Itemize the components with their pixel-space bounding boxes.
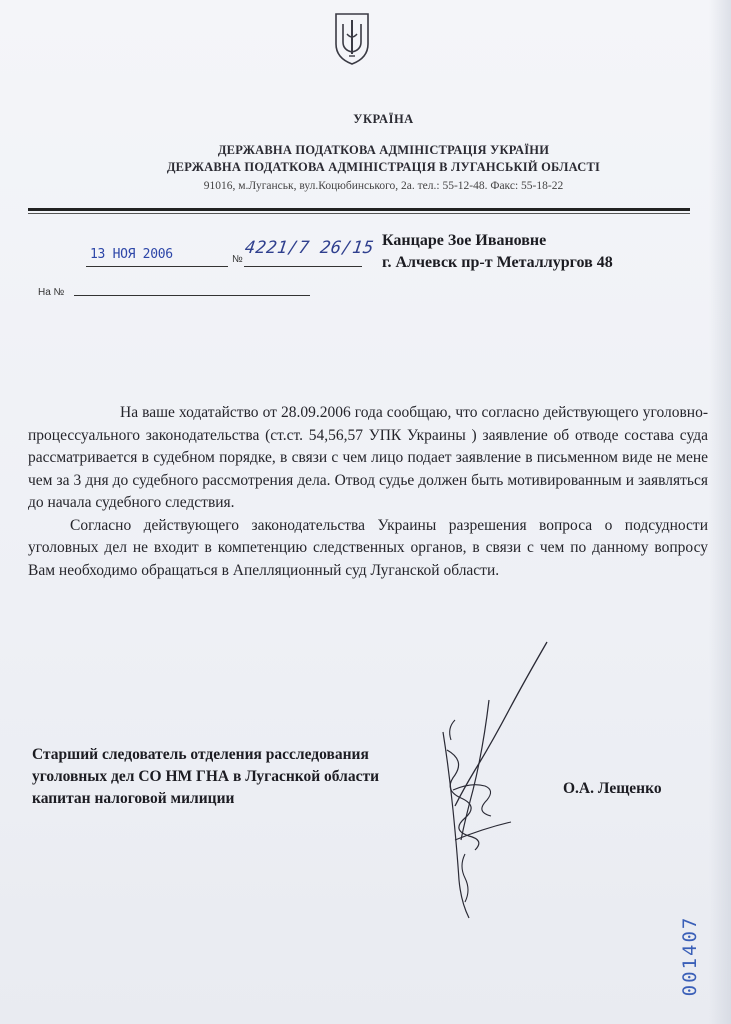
header-divider-thick: [28, 208, 690, 211]
body-paragraph-2: Согласно действующего законодательства Украины разрешения вопроса о подсудности уголовных дел не входит в компетенцию следственных органов, в связи с чем по данному вопросу Вам необходимо обращаться в Апелляционный суд Луганской области.: [28, 516, 708, 579]
signer-position: [32, 744, 379, 810]
organization-line-1: ДЕРЖАВНА ПОДАТКОВА АДМІНІСТРАЦІЯ УКРАЇНИ: [217, 143, 550, 157]
number-underline: [244, 266, 362, 267]
serial-number-stamp: [666, 896, 726, 1016]
body-paragraph-1: На ваше ходатайство от 28.09.2006 года сообщаю, что согласно действующего уголовно-процессуального законодательства (ст.ст. 54,56,57 УПК Украины ) заявление об отводе состава суда рассматривается в судебном порядке, в связи с чем лицо подает заявление в письменном виде не мене чем за 3 дня до судебного рассмотрения дела. Отвод судье должен быть мотивированным и заявляться до начала судебного следствия.: [28, 404, 708, 511]
country-title: УКРАЇНА: [353, 112, 414, 126]
number-label: №: [232, 254, 243, 265]
handwritten-signature: [425, 640, 560, 930]
organization-address: 91016, м.Луганськ, вул.Коцюбинського, 2а. тел.: 55-12-48. Факс: 55-18-22: [203, 180, 564, 192]
signer-position-line-2: уголовных дел СО НМ ГНА в Лугаснкой области: [32, 768, 380, 785]
signer-position-line-3: капитан налоговой милиции: [32, 790, 235, 807]
header-divider-thin: [28, 213, 690, 214]
signer-name: О.А. Лещенко: [563, 780, 662, 797]
date-underline: [86, 266, 228, 267]
reference-number-underline: [74, 295, 310, 296]
date-stamp: 13 НОЯ 2006: [90, 247, 173, 262]
recipient-name: Канцаре Зое Ивановне: [382, 232, 547, 249]
handwritten-registration-number: 4221/7 26/15: [243, 238, 376, 258]
trident-emblem-icon: [332, 10, 372, 66]
signer-position-line-1: Старший следователь отделения расследования: [32, 746, 369, 763]
recipient-address: г. Алчевск пр-т Металлургов 48: [382, 254, 613, 271]
organization-line-2: ДЕРЖАВНА ПОДАТКОВА АДМІНІСТРАЦІЯ В ЛУГАНСЬКІЙ ОБЛАСТІ: [166, 160, 601, 174]
reference-number-label: На №: [38, 287, 65, 298]
letter-body: [28, 402, 708, 582]
serial-number-text: 001407: [679, 915, 701, 997]
